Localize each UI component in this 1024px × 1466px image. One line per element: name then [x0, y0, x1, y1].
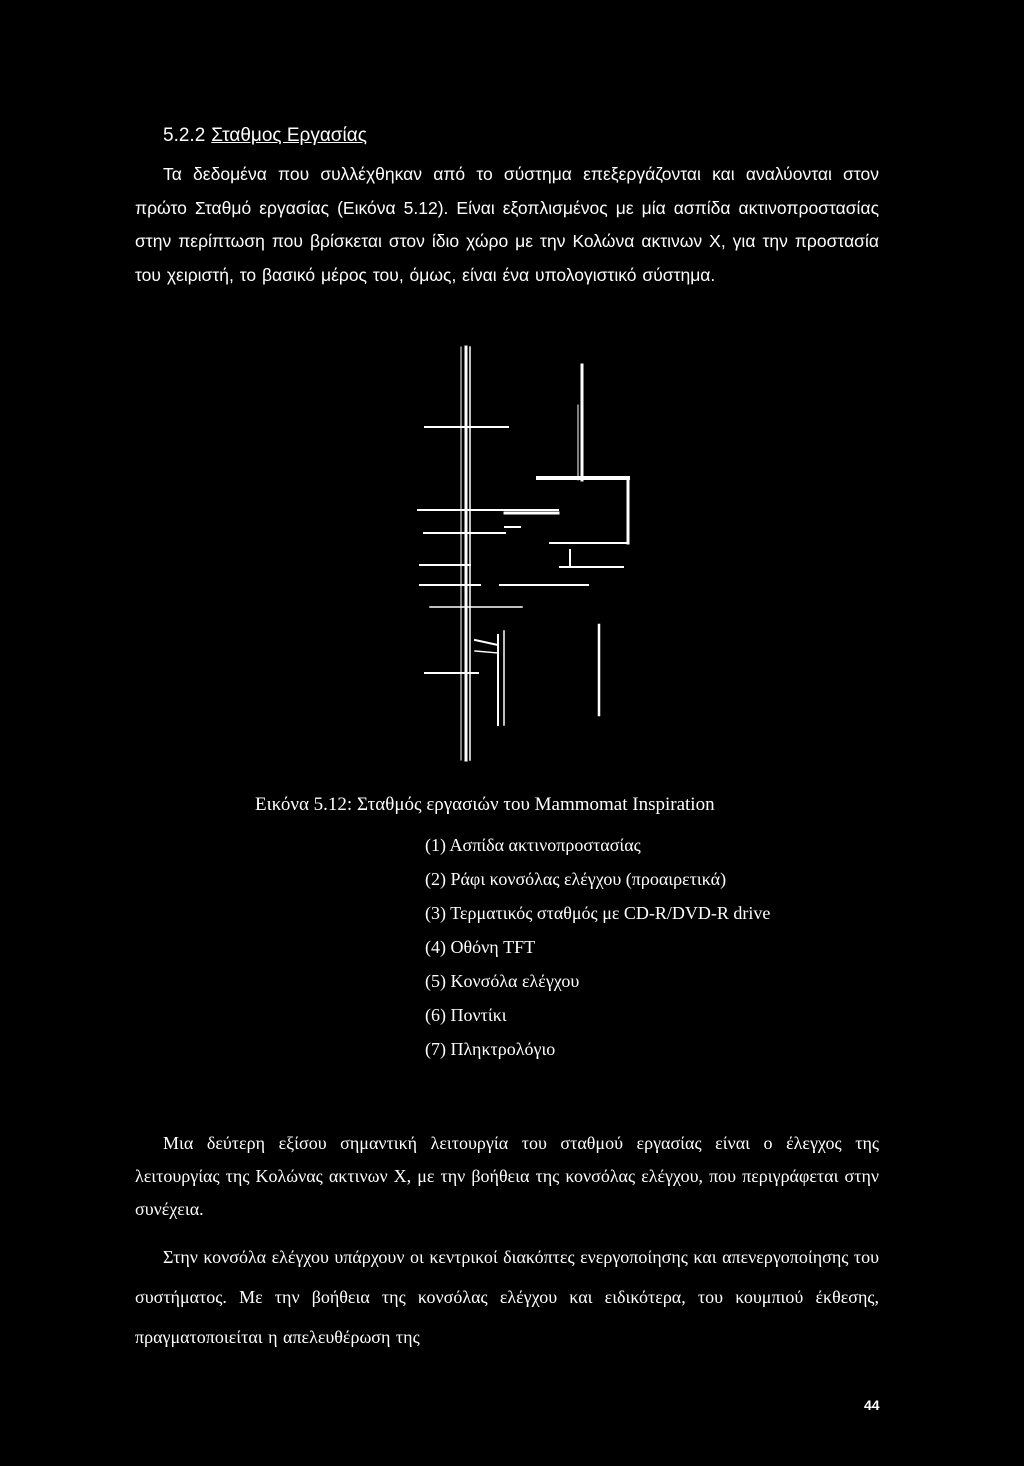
second-paragraph-text: Μια δεύτερη εξίσου σημαντική λειτουργία του σταθμού εργασίας είναι ο έλεγχος της λειτουργίας της Κολώνας ακτινων Χ, με την βοήθεια της κονσόλας ελέγχου, που περιγράφεται στην συνέχεια.	[135, 1133, 879, 1219]
workstation-figure	[410, 345, 650, 765]
section-number: 5.2.2	[163, 125, 206, 146]
legend-item: (2) Ράφι κονσόλας ελέγχου (προαιρετικά)	[425, 869, 727, 889]
page-number: 44	[864, 1397, 880, 1413]
figure-caption: Εικόνα 5.12: Σταθμός εργασιών του Mammomat Inspiration	[255, 794, 715, 815]
legend-item: (3) Τερματικός σταθμός με CD-R/DVD-R drive	[425, 903, 771, 923]
third-paragraph	[135, 1237, 879, 1357]
legend-item: (4) Οθόνη TFT	[425, 937, 536, 957]
intro-paragraph	[135, 158, 879, 292]
section-title: Σταθμος Εργασίας	[211, 125, 367, 146]
legend-item: (6) Ποντίκι	[425, 1005, 507, 1025]
second-paragraph	[135, 1127, 879, 1226]
figure-legend	[425, 832, 770, 1070]
legend-item: (7) Πληκτρολόγιο	[425, 1039, 556, 1059]
intro-paragraph-text: Τα δεδομένα που συλλέχθηκαν από το σύστημα επεξεργάζονται και αναλύονται στον πρώτο Σταθμό εργασίας (Εικόνα 5.12). Είναι εξοπλισμένος με μία ασπίδα ακτινοπροστασίας στην περίπτωση που βρίσκεται στον ίδιο χώρο με την Κολώνα ακτινων Χ, για την προστασία του χειριστή, το βασικό μέρος του, όμως, είναι ένα υπολογιστικό σύστημα.	[135, 164, 879, 285]
section-heading	[163, 124, 367, 148]
legend-item: (5) Κονσόλα ελέγχου	[425, 971, 580, 991]
third-paragraph-text: Στην κονσόλα ελέγχου υπάρχουν οι κεντρικοί διακόπτες ενεργοποίησης και απενεργοποίησης του συστήματος. Με την βοήθεια της κονσόλας ελέγχου και ειδικότερα, του κουμπιού έκθεσης, πραγματοποιείται η απελευθέρωση της	[135, 1247, 880, 1347]
legend-item: (1) Ασπίδα ακτινοπροστασίας	[425, 835, 641, 855]
